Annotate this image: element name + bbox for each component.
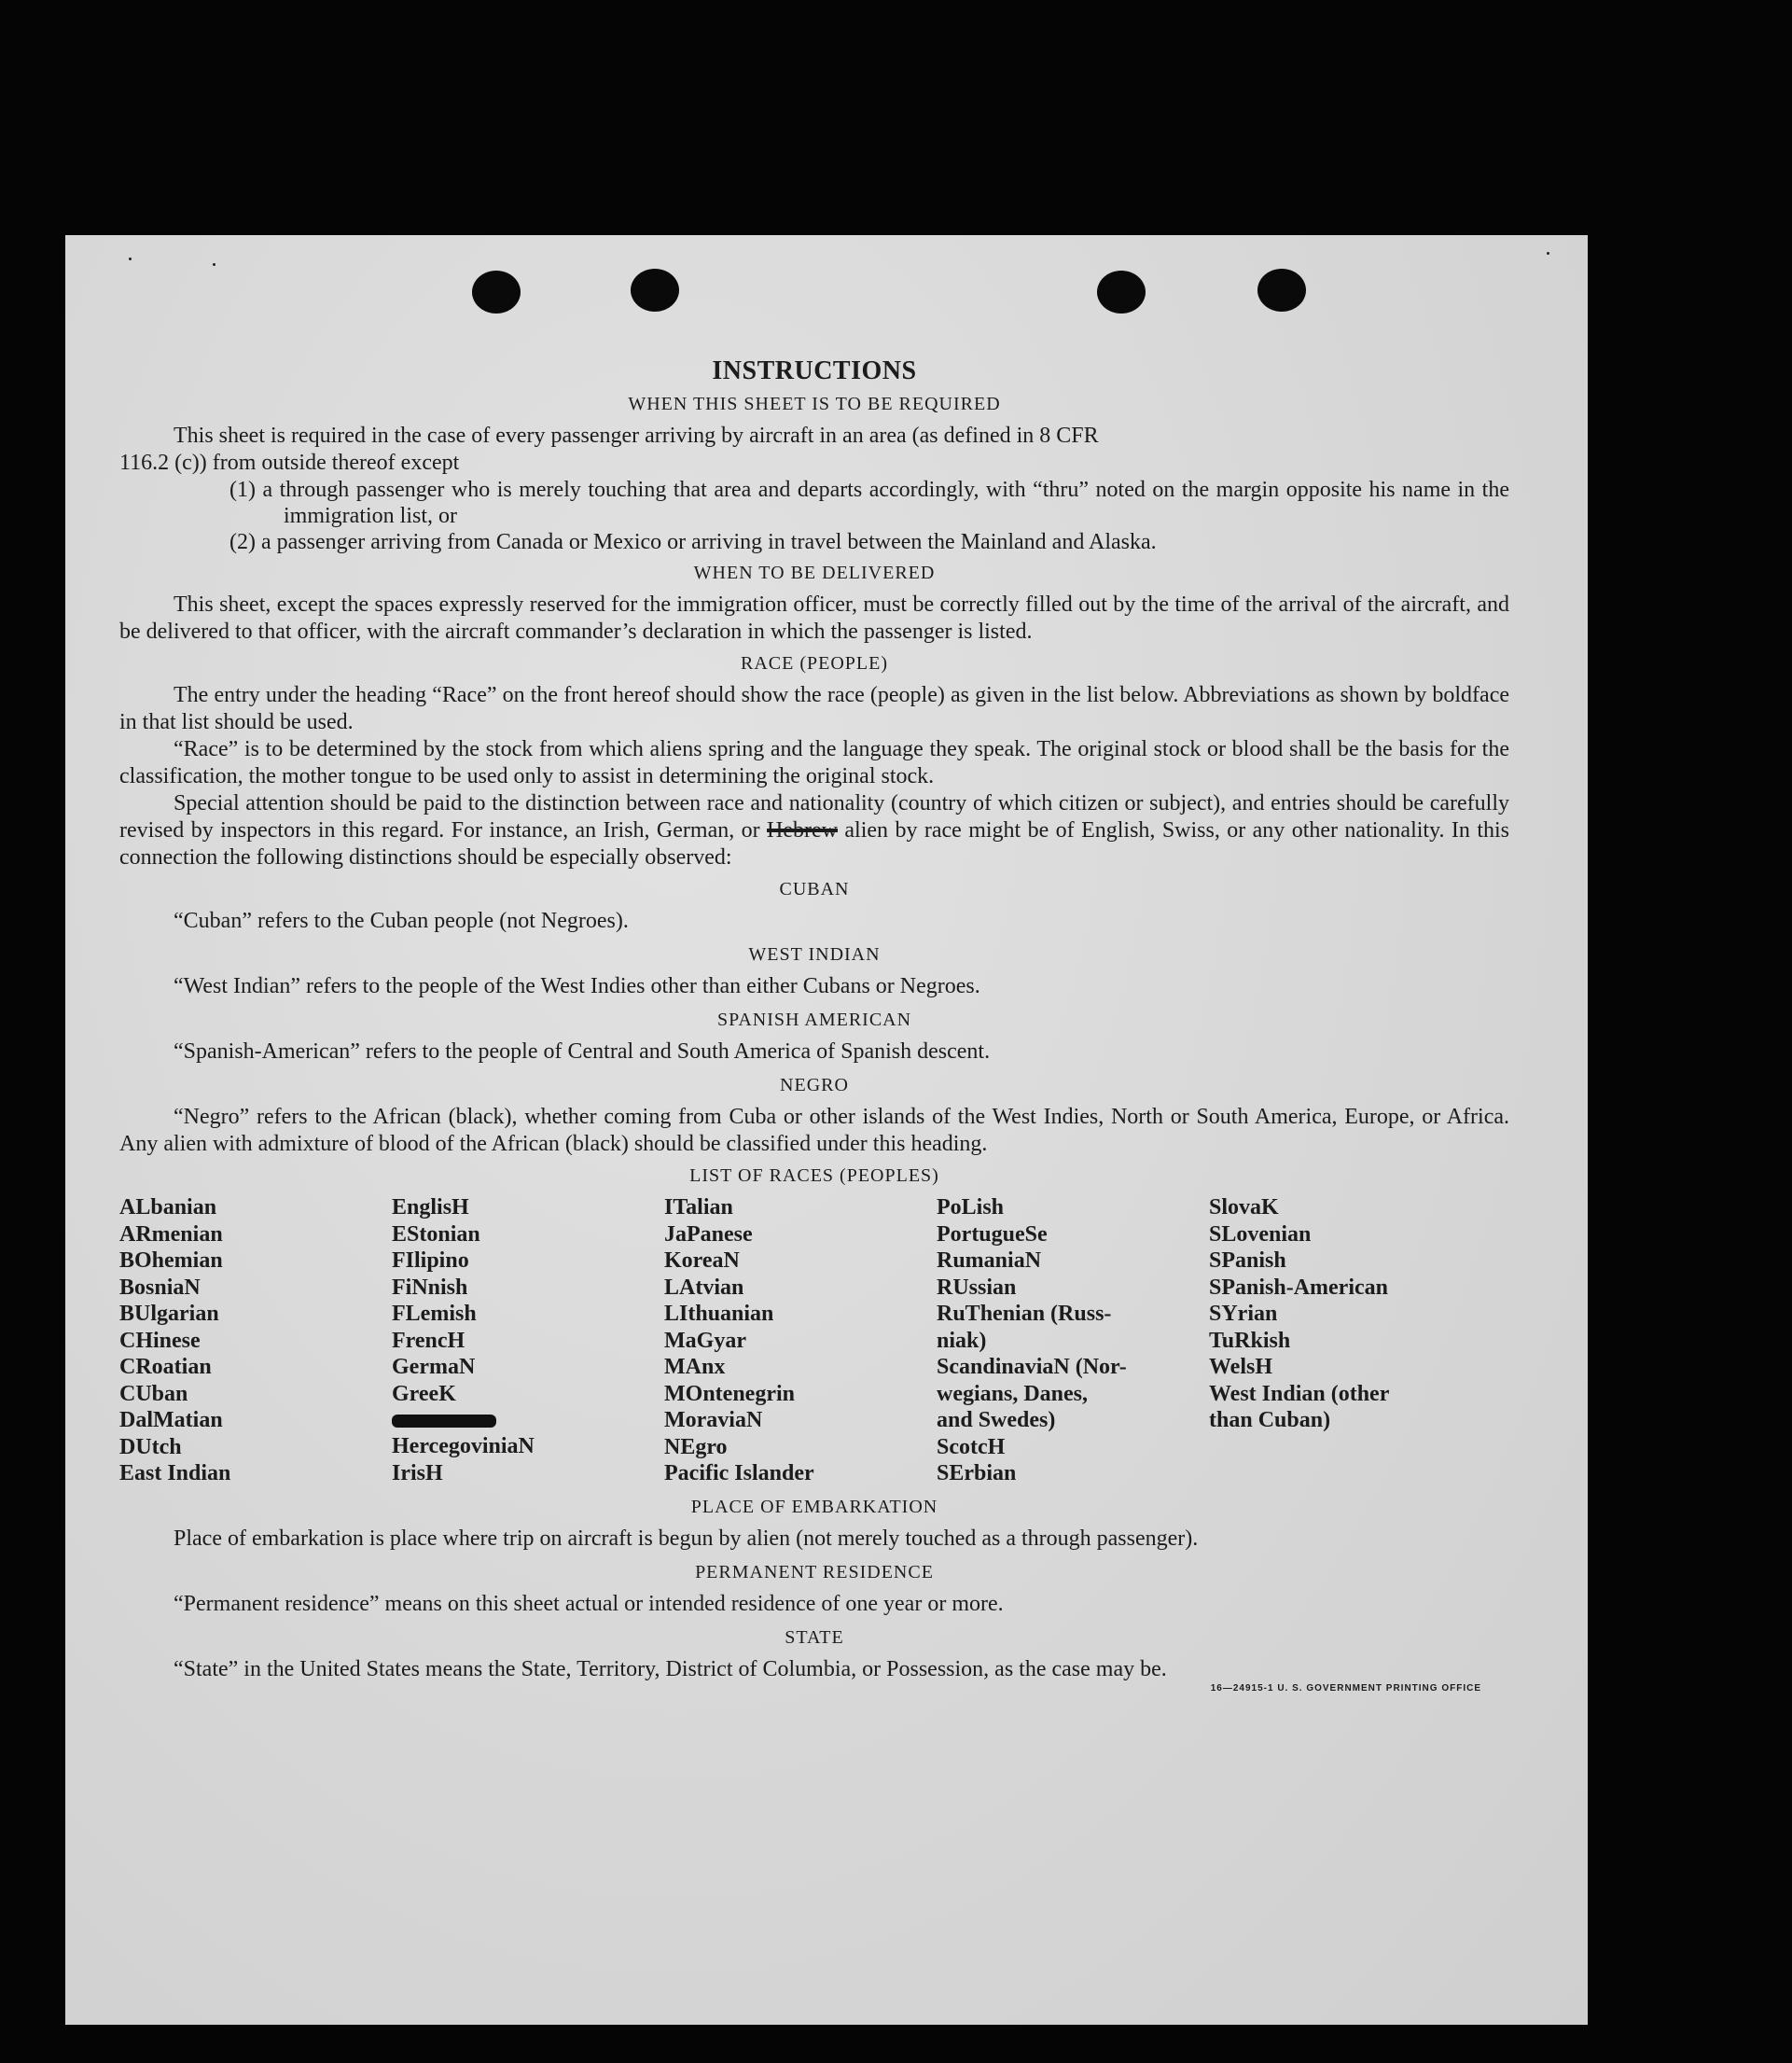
section-heading-cuban: CUBAN [779, 879, 850, 899]
page-title: INSTRUCTIONS [712, 356, 917, 385]
negro-definition: “Negro” refers to the African (black), whether coming from Cuba or other islands of the West Indies, North or South America, Europe, or Africa. Any alien with admixture of blood of the African (black) should be classified under this heading. [119, 1105, 1509, 1156]
redacted-race-item [392, 1407, 664, 1433]
state-definition: “State” in the United States means the State, Territory, District of Columbia, or Possession, as the case may be. [174, 1656, 1167, 1681]
race-item: RumaniaN [937, 1248, 1042, 1273]
race-item: ScotcH [937, 1434, 1006, 1459]
section-heading-negro: NEGRO [780, 1075, 849, 1095]
race-item: East Indian [119, 1461, 231, 1485]
races-column [937, 1194, 1209, 1487]
race-item: MOntenegrin [664, 1381, 795, 1406]
race-item: SlovaK [1209, 1195, 1279, 1220]
race-item: GermaN [392, 1355, 476, 1379]
section-heading-state: STATE [785, 1626, 844, 1648]
punch-hole [472, 271, 521, 314]
dust-speck [129, 258, 132, 260]
race-item: RUssian [937, 1275, 1017, 1300]
race-item: BosniaN [119, 1275, 201, 1300]
race-item: MaGyar [664, 1328, 746, 1353]
race-item: TuRkish [1209, 1328, 1291, 1353]
race-item: BOhemian [119, 1248, 223, 1273]
race-item: ScandinaviaN (Nor- wegians, Danes, and Swedes) [937, 1355, 1127, 1432]
section-heading-west-indian: WEST INDIAN [748, 944, 881, 965]
race-item: JaPanese [664, 1221, 753, 1247]
race-item: CRoatian [119, 1355, 212, 1379]
race-item: LAtvian [664, 1275, 744, 1300]
race-item: FiNnish [392, 1275, 468, 1300]
race-item: ITalian [664, 1195, 733, 1220]
race-item: EnglisH [392, 1195, 469, 1220]
race-item: DUtch [119, 1434, 182, 1459]
race-item: SErbian [937, 1461, 1017, 1485]
section-heading-delivered: WHEN TO BE DELIVERED [693, 563, 936, 583]
race-item: Pacific Islander [664, 1461, 814, 1485]
race-paragraph-3 [119, 790, 1509, 871]
instructions-content [119, 356, 1509, 1694]
race-item: RuThenian (Russ- niak) [937, 1302, 1112, 1353]
race-item: FLemish [392, 1302, 477, 1326]
races-column [119, 1194, 392, 1487]
exception-item-1: (1) a through passenger who is merely touching that area and departs accordingly, with “thru” noted on the margin opposite his name in the immigration list, or [229, 478, 1509, 528]
race-item: CUban [119, 1381, 188, 1406]
race-item: DalMatian [119, 1408, 223, 1432]
delivered-text: This sheet, except the spaces expressly reserved for the immigration officer, must be correctly filled out by the time of the arrival of the aircraft, and be delivered to that officer, with the aircraft commander’s declaration in which the passenger is listed. [119, 592, 1509, 644]
footer [119, 1683, 1509, 1694]
race-item: EStonian [392, 1221, 480, 1247]
cuban-definition: “Cuban” refers to the Cuban people (not Negroes). [174, 909, 629, 933]
race-item: HercegoviniaN [392, 1434, 535, 1458]
race-item: CHinese [119, 1328, 201, 1353]
races-column [392, 1194, 664, 1487]
race-item: BUlgarian [119, 1302, 219, 1326]
dust-speck [1547, 252, 1549, 255]
section-heading-embarkation: PLACE OF EMBARKATION [690, 1496, 938, 1517]
race-item: FrencH [392, 1328, 465, 1353]
print-code: 16—24915-1 U. S. GOVERNMENT PRINTING OFFICE [1210, 1682, 1481, 1694]
race-paragraph-1: The entry under the heading “Race” on the front hereof should show the race (people) as given in the list below. Abbreviations as shown by boldface in that list should be used. [119, 683, 1509, 734]
races-column [1209, 1194, 1481, 1487]
race-item: SPanish-American [1209, 1275, 1388, 1300]
exception-item-2: (2) a passenger arriving from Canada or Mexico or arriving in travel between the Mainland and Alaska. [229, 530, 1157, 554]
race-item: SLovenian [1209, 1221, 1312, 1247]
struck-word: Hebrew [767, 818, 838, 843]
race-item: LIthuanian [664, 1302, 774, 1326]
race-item: GreeK [392, 1381, 456, 1406]
race-item: NEgro [664, 1434, 728, 1459]
race-paragraph-3-b: alien by race might be of English, Swiss, or any other nationality. In this connection the following distinctions should be especially observed: [119, 818, 1509, 870]
race-item: MAnx [664, 1355, 726, 1379]
race-item: MoraviaN [664, 1408, 763, 1432]
required-intro-cont: 116.2 (c)) from outside thereof except [119, 451, 460, 475]
section-heading-required: WHEN THIS SHEET IS TO BE REQUIRED [628, 394, 1001, 414]
race-item: KoreaN [664, 1248, 740, 1273]
race-item: ALbanian [119, 1195, 217, 1220]
races-column [664, 1194, 937, 1487]
residence-definition: “Permanent residence” means on this sheet actual or intended residence of one year or more. [174, 1591, 1004, 1616]
punch-hole [631, 269, 679, 312]
race-item: IrisH [392, 1460, 443, 1485]
west-indian-definition: “West Indian” refers to the people of the West Indies other than either Cubans or Negroes. [174, 974, 980, 998]
race-item: PoLish [937, 1195, 1005, 1220]
race-item: FIlipino [392, 1248, 469, 1273]
race-item: SPanish [1209, 1248, 1286, 1273]
instruction-sheet [65, 235, 1588, 2025]
race-item: SYrian [1209, 1302, 1278, 1326]
section-heading-race: RACE (PEOPLE) [741, 653, 888, 674]
spanish-american-definition: “Spanish-American” refers to the people of Central and South America of Spanish descent. [174, 1039, 991, 1064]
punch-hole [1257, 269, 1306, 312]
race-paragraph-2: “Race” is to be determined by the stock from which aliens spring and the language they speak. The original stock or blood shall be the basis for the classification, the mother tongue to be used only to assist in determining the original stock. [119, 737, 1509, 788]
races-list [119, 1194, 1509, 1487]
punch-hole [1097, 271, 1146, 314]
embarkation-definition: Place of embarkation is place where trip on aircraft is begun by alien (not merely touched as a through passenger). [174, 1526, 1199, 1551]
race-paragraph-3-a: Special attention should be paid to the distinction between race and nationality (country of which citizen or subject), and entries should be carefully revised by inspectors in this regard. For instance, an Irish, German, or [119, 791, 1509, 843]
race-item: ARmenian [119, 1221, 223, 1247]
section-heading-residence: PERMANENT RESIDENCE [695, 1561, 934, 1582]
race-item: West Indian (other than Cuban) [1209, 1381, 1390, 1432]
dust-speck [213, 263, 215, 266]
section-heading-list-of-races: LIST OF RACES (PEOPLES) [689, 1165, 939, 1186]
race-item: PortugueSe [937, 1221, 1048, 1247]
section-heading-spanish-american: SPANISH AMERICAN [716, 1010, 912, 1030]
race-item: WelsH [1209, 1355, 1273, 1379]
required-intro: This sheet is required in the case of every passenger arriving by aircraft in an area (as defined in 8 CFR [174, 424, 1099, 448]
